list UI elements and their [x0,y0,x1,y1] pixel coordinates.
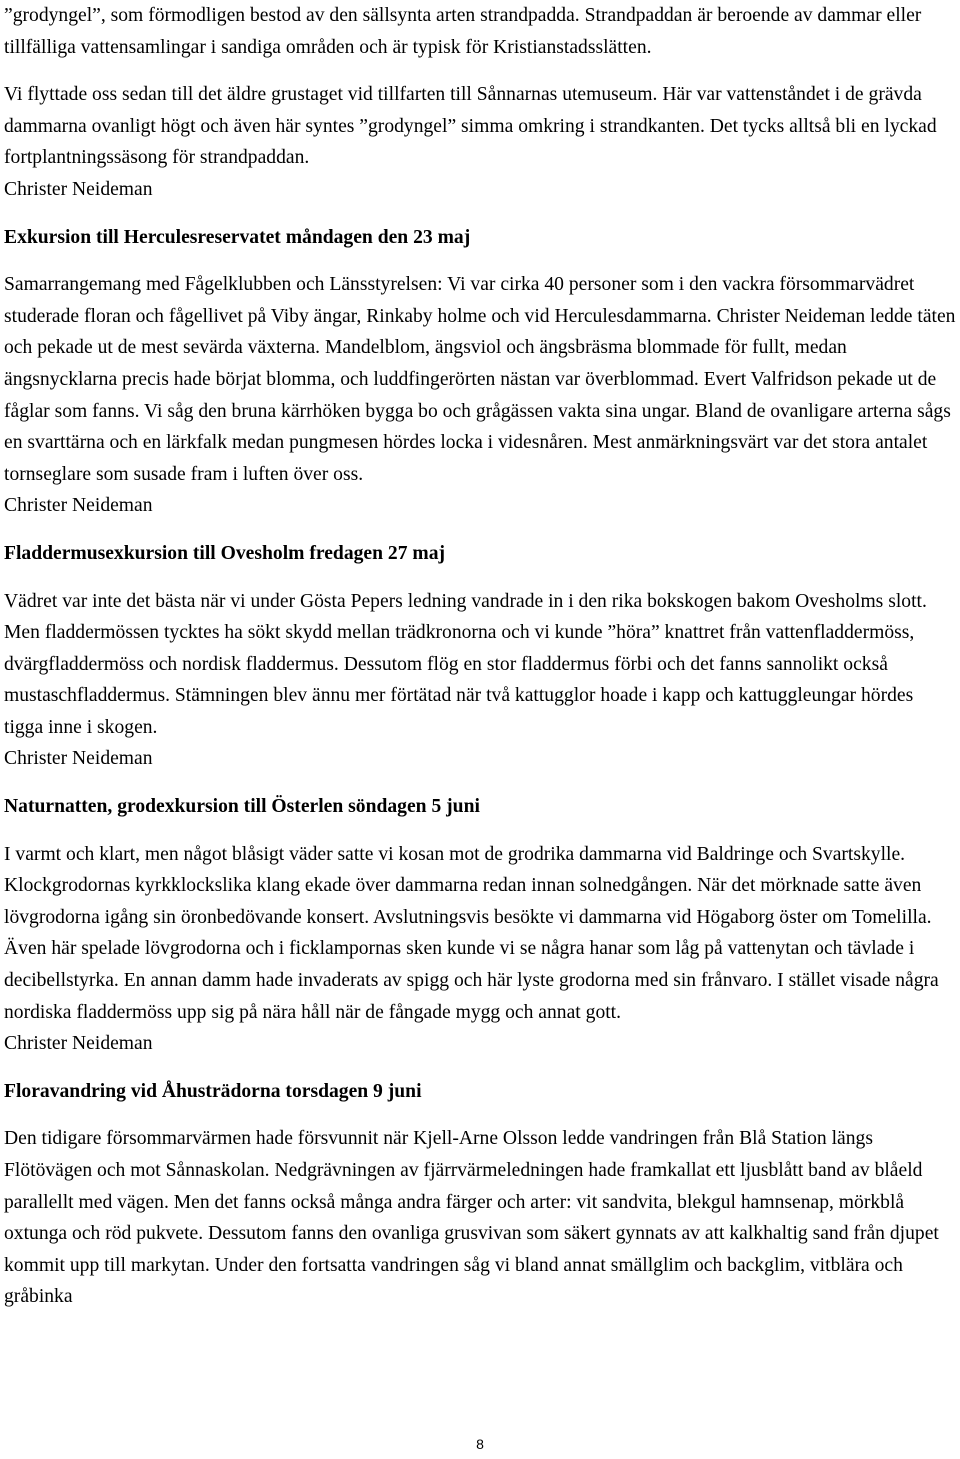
intro-paragraph-1: ”grodyngel”, som förmodligen bestod av den sällsynta arten strandpadda. Strandpaddan är beroende av dammar eller tillfälliga vattensamlingar i sandiga områden och är typisk för Kristianstadsslätten. [4,5,922,58]
section-heading: Fladdermusexkursion till Ovesholm fredagen 27 maj [4,542,446,564]
section-body: Vädret var inte det bästa när vi under Gösta Pepers ledning vandrade in i den rika bokskogen bakom Ovesholms slott. Men fladdermössen tycktes ha sökt skydd mellan trädkronorna och vi kunde ”höra” knattret från vattenfladdermöss, dvärgfladdermöss och nordisk fladdermus. Dessutom flög en stor fladdermus förbi och det fanns sannolikt också mustaschfladdermus. Stämningen blev ännu mer förtätad när två kattugglor hoade i kapp och kattuggleungar hördes tigga inne i skogen. [4,590,927,738]
author-signature: Christer Neideman [4,748,153,770]
section-body: I varmt och klart, men något blåsigt väder satte vi kosan mot de grodrika dammarna vid Baldringe och Svartskylle. Klockgrodornas kyrkklockslika klang ekade över dammarna redan innan solnedgången. När det mörknade satte även lövgrodorna igång sin öronbedövande konsert. Avslutningsvis besökte vi dammarna vid Högaborg öster om Tomelilla. Även här spelade lövgrodorna och i ficklampornas sken kunde vi se några hanar som låg på vattenytan och tävlade i decibellstyrka. En annan damm hade invaderats av spigg och här lyste grodorna med sin frånvaro. I stället visade några nordiska fladdermöss upp sig på nära håll när de fångade mygg och annat gott. [4,843,939,1023]
section-heading: Floravandring vid Åhusträdorna torsdagen 9 juni [4,1080,422,1102]
document-page [4,0,956,1313]
author-signature: Christer Neideman [4,495,153,517]
section-body: Den tidigare försommarvärmen hade försvunnit när Kjell-Arne Olsson ledde vandringen från Blå Station längs Flötövägen och mot Sånnaskolan. Nedgrävningen av fjärrvärmeledningen hade framkallat ett ljusblått band av blåeld parallellt med vägen. Men det fanns också många andra färger och arter: vit sandvita, blekgul hamnsenap, mörkblå oxtunga och röd pukvete. Dessutom fanns den ovanliga grusvivan som säkert gynnats av att kalkhaltig sand från djupet kommit upp till markytan. Under den fortsatta vandringen såg vi bland annat smällglim och backglim, vitblära och gråbinka [4,1128,939,1308]
section-heading: Exkursion till Herculesreservatet måndagen den 23 maj [4,226,471,248]
author-signature: Christer Neideman [4,1033,153,1055]
page-number: 8 [476,1436,484,1452]
section-body: Samarrangemang med Fågelklubben och Länsstyrelsen: Vi var cirka 40 personer som i den vackra försommarvädret studerade floran och fågellivet på Viby ängar, Rinkaby holme och vid Herculesdammarna. Christer Neideman ledde täten och pekade ut de mest sevärda växterna. Mandelblom, ängsviol och ängsbräsma blommade för fullt, medan ängsnycklarna precis hade börjat blomma, och luddfingerörten nästan var överblommad. Evert Valfridson pekade ut de fåglar som fanns. Vi såg den bruna kärrhöken bygga bo och grågässen vakta sina ungar. Bland de ovanligare arterna sågs en svarttärna och en lärkfalk medan pungmesen hördes locka i videsnåren. Mest anmärkningsvärt var det stora antalet tornseglare som susade fram i luften över oss. [4,274,956,485]
section-heading: Naturnatten, grodexkursion till Österlen söndagen 5 juni [4,796,480,818]
author-signature: Christer Neideman [4,178,153,200]
intro-paragraph-2: Vi flyttade oss sedan till det äldre grustaget vid tillfarten till Sånnarnas utemuseum. Här var vattenståndet i de grävda dammarna ovanligt högt och även här syntes ”grodyngel” simma omkring i strandkanten. Det tycks alltså bli en lyckad fortplantningssäsong för strandpaddan. [4,84,937,169]
